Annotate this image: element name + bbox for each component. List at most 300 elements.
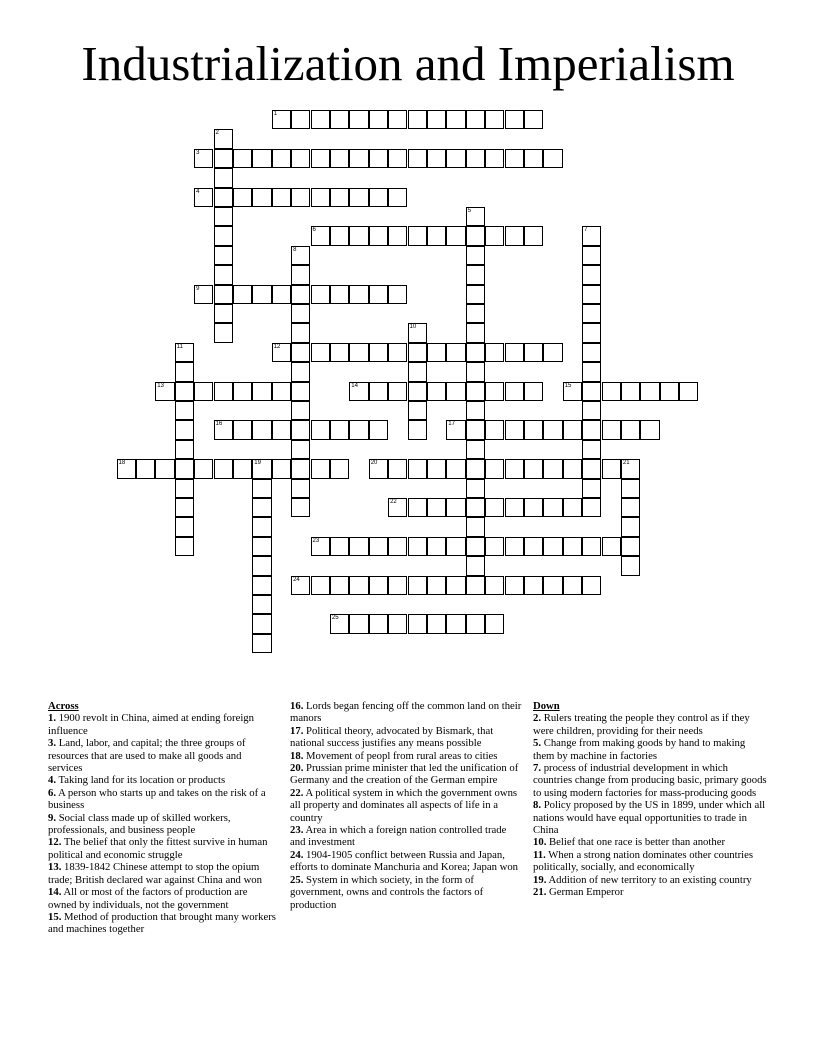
- grid-cell[interactable]: [369, 188, 388, 207]
- grid-cell[interactable]: [388, 110, 407, 129]
- grid-cell[interactable]: [252, 498, 271, 517]
- grid-cell[interactable]: [388, 188, 407, 207]
- grid-cell[interactable]: [505, 343, 524, 362]
- grid-cell[interactable]: [485, 343, 504, 362]
- grid-cell[interactable]: [369, 110, 388, 129]
- grid-cell[interactable]: [408, 343, 427, 362]
- grid-cell[interactable]: [408, 576, 427, 595]
- clue-item: [48, 861, 276, 886]
- clue-item: [533, 886, 769, 898]
- grid-cell[interactable]: [408, 382, 427, 401]
- grid-cell[interactable]: [175, 382, 194, 401]
- grid-cell[interactable]: [621, 517, 640, 536]
- grid-cell[interactable]: [466, 614, 485, 633]
- grid-cell[interactable]: [408, 537, 427, 556]
- grid-cell[interactable]: [291, 420, 310, 439]
- grid-cell[interactable]: [214, 188, 233, 207]
- grid-cell[interactable]: [175, 343, 194, 362]
- grid-cell[interactable]: [291, 304, 310, 323]
- grid-cell[interactable]: [446, 382, 465, 401]
- grid-cell[interactable]: [369, 285, 388, 304]
- grid-cell[interactable]: [272, 420, 291, 439]
- grid-cell[interactable]: [349, 537, 368, 556]
- grid-cell[interactable]: [582, 265, 601, 284]
- grid-cell[interactable]: [252, 634, 271, 653]
- grid-cell[interactable]: [388, 285, 407, 304]
- grid-cell[interactable]: [233, 382, 252, 401]
- grid-cell[interactable]: [388, 343, 407, 362]
- grid-cell[interactable]: [214, 323, 233, 342]
- grid-cell[interactable]: [524, 537, 543, 556]
- grid-cell[interactable]: [330, 614, 349, 633]
- grid-cell[interactable]: [252, 595, 271, 614]
- grid-cell[interactable]: [466, 440, 485, 459]
- grid-cell[interactable]: [291, 149, 310, 168]
- grid-cell[interactable]: [311, 459, 330, 478]
- grid-cell[interactable]: [582, 420, 601, 439]
- grid-cell[interactable]: [349, 285, 368, 304]
- grid-cell[interactable]: [485, 537, 504, 556]
- grid-cell[interactable]: [369, 537, 388, 556]
- grid-cell[interactable]: [563, 420, 582, 439]
- grid-cell[interactable]: [349, 149, 368, 168]
- grid-cell[interactable]: [291, 440, 310, 459]
- grid-cell-number: 5: [467, 208, 472, 214]
- grid-cell[interactable]: [466, 246, 485, 265]
- grid-cell[interactable]: [446, 149, 465, 168]
- grid-cell[interactable]: [272, 382, 291, 401]
- grid-cell[interactable]: [582, 323, 601, 342]
- grid-cell[interactable]: [311, 285, 330, 304]
- grid-cell[interactable]: [175, 459, 194, 478]
- grid-cell[interactable]: [408, 420, 427, 439]
- grid-cell[interactable]: [621, 537, 640, 556]
- grid-cell[interactable]: [446, 537, 465, 556]
- grid-cell[interactable]: [349, 110, 368, 129]
- grid-cell[interactable]: [233, 285, 252, 304]
- clue-text: Political theory, advocated by Bismark, that national success justifies any means possible: [290, 724, 494, 750]
- grid-cell[interactable]: [349, 382, 368, 401]
- grid-cell[interactable]: [252, 614, 271, 633]
- grid-cell[interactable]: [582, 343, 601, 362]
- grid-cell[interactable]: [330, 188, 349, 207]
- grid-cell[interactable]: [427, 614, 446, 633]
- grid-cell[interactable]: [505, 576, 524, 595]
- grid-cell[interactable]: [291, 459, 310, 478]
- grid-cell[interactable]: [252, 149, 271, 168]
- clue-number: 19.: [533, 873, 547, 886]
- grid-cell-number: 17: [448, 421, 455, 428]
- grid-cell[interactable]: [175, 420, 194, 439]
- grid-cell[interactable]: [524, 149, 543, 168]
- grid-cell[interactable]: [505, 110, 524, 129]
- grid-cell[interactable]: [291, 382, 310, 401]
- grid-cell[interactable]: [602, 459, 621, 478]
- grid-cell[interactable]: [543, 343, 562, 362]
- grid-cell[interactable]: [582, 459, 601, 478]
- grid-cell[interactable]: [408, 226, 427, 245]
- grid-cell[interactable]: [349, 576, 368, 595]
- grid-cell[interactable]: [330, 110, 349, 129]
- grid-cell[interactable]: [369, 149, 388, 168]
- grid-cell-number: 4: [196, 188, 200, 195]
- grid-cell[interactable]: [466, 576, 485, 595]
- grid-cell[interactable]: [505, 498, 524, 517]
- grid-cell[interactable]: [369, 614, 388, 633]
- grid-cell[interactable]: [291, 110, 310, 129]
- grid-cell[interactable]: [582, 362, 601, 381]
- grid-cell[interactable]: [291, 285, 310, 304]
- clue-number: 9.: [48, 811, 57, 824]
- grid-cell[interactable]: [136, 459, 155, 478]
- grid-cell[interactable]: [388, 576, 407, 595]
- grid-cell[interactable]: [175, 362, 194, 381]
- grid-cell[interactable]: [175, 517, 194, 536]
- grid-cell[interactable]: [291, 498, 310, 517]
- grid-cell[interactable]: [427, 226, 446, 245]
- grid-cell[interactable]: [427, 537, 446, 556]
- grid-cell[interactable]: [485, 226, 504, 245]
- grid-cell[interactable]: [466, 110, 485, 129]
- grid-cell[interactable]: [660, 382, 679, 401]
- grid-cell[interactable]: [621, 382, 640, 401]
- grid-cell[interactable]: [252, 517, 271, 536]
- grid-cell[interactable]: [272, 149, 291, 168]
- grid-cell[interactable]: [446, 226, 465, 245]
- grid-cell[interactable]: [543, 149, 562, 168]
- clue-number: 13.: [48, 861, 62, 874]
- grid-cell[interactable]: [388, 382, 407, 401]
- grid-cell[interactable]: [505, 537, 524, 556]
- grid-cell[interactable]: [388, 498, 407, 517]
- grid-cell[interactable]: [466, 382, 485, 401]
- grid-cell[interactable]: [524, 576, 543, 595]
- grid-cell[interactable]: [446, 343, 465, 362]
- grid-cell[interactable]: [466, 149, 485, 168]
- grid-cell[interactable]: [563, 382, 582, 401]
- grid-cell[interactable]: [602, 420, 621, 439]
- grid-cell[interactable]: [466, 343, 485, 362]
- grid-cell[interactable]: [252, 459, 271, 478]
- grid-cell[interactable]: [330, 343, 349, 362]
- grid-cell[interactable]: [466, 323, 485, 342]
- grid-cell[interactable]: [233, 149, 252, 168]
- grid-cell[interactable]: [505, 459, 524, 478]
- grid-cell[interactable]: [349, 614, 368, 633]
- grid-cell[interactable]: [563, 498, 582, 517]
- grid-cell[interactable]: [524, 110, 543, 129]
- grid-cell[interactable]: [543, 537, 562, 556]
- grid-cell[interactable]: [252, 382, 271, 401]
- grid-cell[interactable]: [233, 420, 252, 439]
- grid-cell[interactable]: [214, 304, 233, 323]
- grid-cell[interactable]: [524, 226, 543, 245]
- grid-cell[interactable]: [408, 110, 427, 129]
- grid-cell[interactable]: [466, 285, 485, 304]
- grid-cell[interactable]: [524, 459, 543, 478]
- grid-cell[interactable]: [466, 498, 485, 517]
- grid-cell-number: 10: [409, 324, 417, 331]
- grid-cell[interactable]: [408, 149, 427, 168]
- grid-cell[interactable]: [408, 362, 427, 381]
- grid-cell[interactable]: [408, 323, 427, 342]
- grid-cell-number: 8: [293, 246, 297, 253]
- grid-cell[interactable]: [621, 479, 640, 498]
- page-title: Industrialization and Imperialism: [81, 36, 735, 91]
- grid-cell[interactable]: [369, 459, 388, 478]
- grid-cell[interactable]: [602, 537, 621, 556]
- grid-cell[interactable]: [252, 537, 271, 556]
- grid-cell[interactable]: [485, 382, 504, 401]
- grid-cell[interactable]: [311, 537, 330, 556]
- grid-cell[interactable]: [485, 149, 504, 168]
- grid-cell[interactable]: [446, 498, 465, 517]
- grid-cell[interactable]: [194, 382, 213, 401]
- grid-cell[interactable]: [427, 343, 446, 362]
- grid-cell[interactable]: [485, 498, 504, 517]
- grid-cell[interactable]: [466, 304, 485, 323]
- grid-cell[interactable]: [466, 517, 485, 536]
- grid-cell[interactable]: [349, 226, 368, 245]
- grid-cell[interactable]: [582, 226, 601, 245]
- grid-cell[interactable]: [524, 343, 543, 362]
- grid-cell[interactable]: [291, 362, 310, 381]
- grid-cell[interactable]: [330, 285, 349, 304]
- grid-cell[interactable]: [330, 537, 349, 556]
- grid-cell[interactable]: [427, 110, 446, 129]
- grid-cell[interactable]: [311, 188, 330, 207]
- grid-cell[interactable]: [311, 110, 330, 129]
- grid-cell[interactable]: [214, 265, 233, 284]
- grid-cell[interactable]: [369, 226, 388, 245]
- grid-cell[interactable]: [369, 420, 388, 439]
- grid-cell[interactable]: [485, 110, 504, 129]
- grid-cell[interactable]: [369, 382, 388, 401]
- grid-cell[interactable]: [466, 479, 485, 498]
- grid-cell[interactable]: [291, 323, 310, 342]
- clue-item: [48, 737, 276, 774]
- grid-cell[interactable]: [582, 285, 601, 304]
- grid-cell[interactable]: [427, 382, 446, 401]
- grid-cell[interactable]: [543, 459, 562, 478]
- grid-cell[interactable]: [563, 537, 582, 556]
- grid-cell[interactable]: [466, 420, 485, 439]
- grid-cell[interactable]: [214, 420, 233, 439]
- grid-cell[interactable]: [233, 459, 252, 478]
- grid-cell[interactable]: [563, 459, 582, 478]
- grid-cell[interactable]: [408, 459, 427, 478]
- grid-cell[interactable]: [291, 246, 310, 265]
- grid-cell[interactable]: [485, 459, 504, 478]
- grid-cell[interactable]: [311, 226, 330, 245]
- grid-cell[interactable]: [214, 285, 233, 304]
- grid-cell[interactable]: [621, 498, 640, 517]
- clue-number: 12.: [48, 836, 62, 849]
- grid-cell[interactable]: [291, 576, 310, 595]
- grid-cell-number: 23: [312, 537, 320, 544]
- grid-cell[interactable]: [543, 498, 562, 517]
- grid-cell[interactable]: [505, 420, 524, 439]
- grid-cell[interactable]: [272, 285, 291, 304]
- grid-cell[interactable]: [582, 401, 601, 420]
- grid-cell[interactable]: [466, 265, 485, 284]
- grid-cell[interactable]: [311, 343, 330, 362]
- grid-cell[interactable]: [582, 537, 601, 556]
- clue-item: [533, 762, 769, 799]
- grid-cell[interactable]: [582, 498, 601, 517]
- grid-cell[interactable]: [582, 576, 601, 595]
- grid-cell[interactable]: [349, 343, 368, 362]
- grid-cell[interactable]: [291, 401, 310, 420]
- grid-cell[interactable]: [408, 498, 427, 517]
- grid-cell[interactable]: [524, 382, 543, 401]
- grid-cell[interactable]: [388, 149, 407, 168]
- grid-cell[interactable]: [330, 576, 349, 595]
- grid-cell[interactable]: [505, 226, 524, 245]
- grid-cell[interactable]: [272, 110, 291, 129]
- grid-cell[interactable]: [272, 343, 291, 362]
- grid-cell[interactable]: [214, 226, 233, 245]
- grid-cell[interactable]: [446, 614, 465, 633]
- grid-cell[interactable]: [466, 207, 485, 226]
- grid-cell[interactable]: [214, 207, 233, 226]
- grid-cell[interactable]: [485, 420, 504, 439]
- grid-cell[interactable]: [505, 382, 524, 401]
- grid-cell[interactable]: [388, 459, 407, 478]
- grid-cell[interactable]: [446, 110, 465, 129]
- grid-cell[interactable]: [291, 265, 310, 284]
- grid-cell[interactable]: [214, 459, 233, 478]
- grid-cell[interactable]: [291, 343, 310, 362]
- grid-cell[interactable]: [427, 149, 446, 168]
- grid-cell[interactable]: [272, 459, 291, 478]
- grid-cell[interactable]: [582, 440, 601, 459]
- grid-cell[interactable]: [194, 285, 213, 304]
- clue-item: [290, 700, 524, 725]
- grid-cell[interactable]: [388, 537, 407, 556]
- grid-cell[interactable]: [252, 479, 271, 498]
- grid-cell[interactable]: [175, 537, 194, 556]
- grid-cell[interactable]: [330, 226, 349, 245]
- grid-cell[interactable]: [485, 614, 504, 633]
- clue-item: [290, 824, 524, 849]
- grid-cell[interactable]: [272, 188, 291, 207]
- grid-cell[interactable]: [330, 149, 349, 168]
- clue-text: Belief that one race is better than another: [546, 836, 725, 849]
- grid-cell[interactable]: [621, 556, 640, 575]
- grid-cell[interactable]: [466, 362, 485, 381]
- grid-cell[interactable]: [466, 401, 485, 420]
- grid-cell[interactable]: [466, 226, 485, 245]
- grid-cell-number: 24: [293, 576, 300, 583]
- grid-cell[interactable]: [543, 576, 562, 595]
- grid-cell[interactable]: [175, 479, 194, 498]
- grid-cell[interactable]: [349, 188, 368, 207]
- grid-cell[interactable]: [446, 576, 465, 595]
- grid-cell[interactable]: [524, 420, 543, 439]
- grid-cell[interactable]: [175, 401, 194, 420]
- grid-cell[interactable]: [369, 343, 388, 362]
- grid-cell[interactable]: [311, 420, 330, 439]
- grid-cell[interactable]: [446, 459, 465, 478]
- clue-number: 23.: [290, 824, 304, 837]
- grid-cell[interactable]: [543, 420, 562, 439]
- grid-cell[interactable]: [330, 420, 349, 439]
- grid-cell[interactable]: [388, 226, 407, 245]
- grid-cell[interactable]: [388, 614, 407, 633]
- grid-cell[interactable]: [369, 576, 388, 595]
- grid-cell[interactable]: [621, 459, 640, 478]
- grid-cell[interactable]: [485, 576, 504, 595]
- clue-text: All or most of the factors of production are owned by individuals, not the government: [48, 886, 248, 911]
- grid-cell[interactable]: [252, 576, 271, 595]
- grid-cell[interactable]: [582, 246, 601, 265]
- clue-item: [533, 712, 769, 737]
- grid-cell[interactable]: [194, 188, 213, 207]
- grid-cell[interactable]: [427, 576, 446, 595]
- grid-cell[interactable]: [582, 479, 601, 498]
- grid-cell[interactable]: [214, 129, 233, 148]
- grid-cell[interactable]: [466, 459, 485, 478]
- grid-cell[interactable]: [175, 498, 194, 517]
- grid-cell[interactable]: [214, 149, 233, 168]
- grid-cell[interactable]: [252, 420, 271, 439]
- grid-cell[interactable]: [194, 149, 213, 168]
- grid-cell[interactable]: [446, 420, 465, 439]
- grid-cell[interactable]: [582, 304, 601, 323]
- grid-cell[interactable]: [252, 556, 271, 575]
- grid-cell[interactable]: [330, 459, 349, 478]
- clue-item: [48, 712, 276, 737]
- grid-cell[interactable]: [252, 285, 271, 304]
- clue-text: Taking land for its location or products: [56, 774, 226, 787]
- grid-cell[interactable]: [427, 459, 446, 478]
- grid-cell[interactable]: [233, 188, 252, 207]
- grid-cell[interactable]: [155, 382, 174, 401]
- clue-item: [533, 737, 769, 762]
- grid-cell[interactable]: [214, 382, 233, 401]
- grid-cell[interactable]: [194, 459, 213, 478]
- grid-cell[interactable]: [582, 382, 601, 401]
- grid-cell[interactable]: [563, 576, 582, 595]
- grid-cell[interactable]: [427, 498, 446, 517]
- grid-cell[interactable]: [349, 420, 368, 439]
- grid-cell[interactable]: [505, 149, 524, 168]
- grid-cell[interactable]: [408, 401, 427, 420]
- grid-cell[interactable]: [408, 614, 427, 633]
- clue-text: Change from making goods by hand to making them by machine in factories: [533, 737, 746, 762]
- grid-cell[interactable]: [291, 479, 310, 498]
- grid-cell[interactable]: [291, 188, 310, 207]
- grid-cell[interactable]: [640, 382, 659, 401]
- grid-cell[interactable]: [602, 382, 621, 401]
- grid-cell[interactable]: [466, 556, 485, 575]
- grid-cell[interactable]: [524, 498, 543, 517]
- clue-text: 1900 revolt in China, aimed at ending foreign influence: [48, 712, 254, 737]
- grid-cell[interactable]: [679, 382, 698, 401]
- grid-cell[interactable]: [155, 459, 174, 478]
- grid-cell[interactable]: [252, 188, 271, 207]
- grid-cell[interactable]: [175, 440, 194, 459]
- grid-cell[interactable]: [214, 168, 233, 187]
- grid-cell[interactable]: [621, 420, 640, 439]
- grid-cell[interactable]: [311, 149, 330, 168]
- grid-cell[interactable]: [311, 576, 330, 595]
- grid-cell[interactable]: [117, 459, 136, 478]
- grid-cell[interactable]: [640, 420, 659, 439]
- grid-cell[interactable]: [214, 246, 233, 265]
- grid-cell[interactable]: [466, 537, 485, 556]
